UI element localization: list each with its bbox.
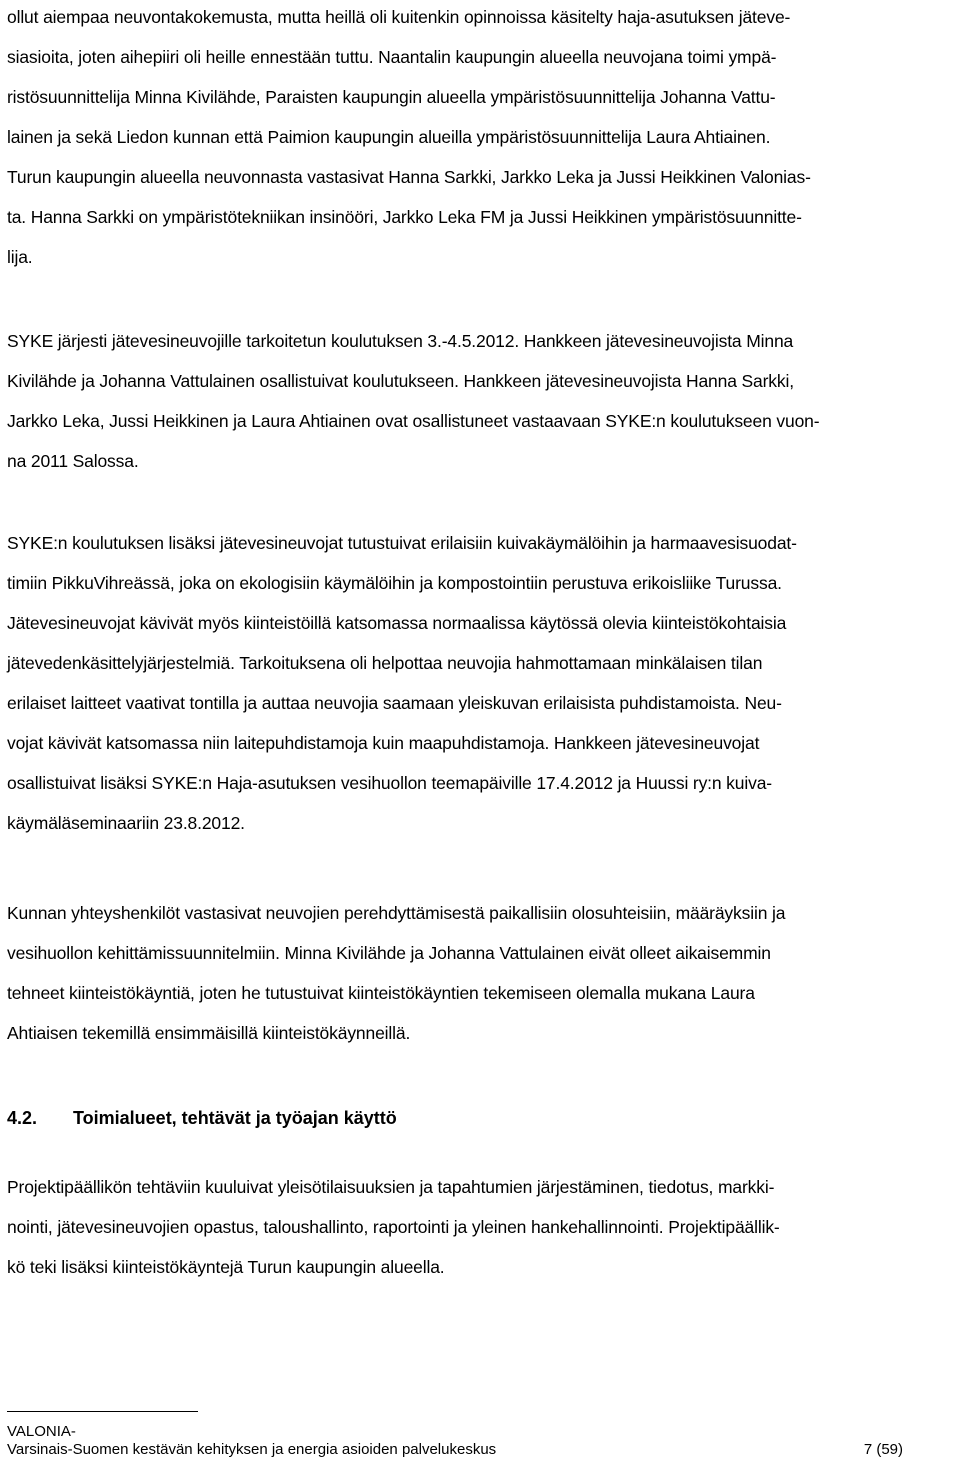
- text-line: kö teki lisäksi kiinteistökäyntejä Turun kaupungin alueella.: [7, 1257, 445, 1277]
- paragraph-1: [7, 0, 953, 277]
- footer-divider: [7, 1411, 198, 1412]
- footer-organization-description: Varsinais-Suomen kestävän kehityksen ja energia asioiden palvelukeskus: [7, 1441, 497, 1458]
- paragraph-2: [7, 321, 953, 481]
- text-line: vojat kävivät katsomassa niin laitepuhdistamoja kuin maapuhdistamoja. Hankkeen jätevesineuvojat: [7, 733, 760, 753]
- text-line: na 2011 Salossa.: [7, 451, 139, 471]
- text-line: Jarkko Leka, Jussi Heikkinen ja Laura Ahtiainen ovat osallistuneet vastaavaan SYKE:n koulutukseen vuon-: [7, 411, 820, 431]
- text-line: siasioita, joten aihepiiri oli heille ennestään tuttu. Naantalin kaupungin alueella neuvojana toimi ympä-: [7, 47, 777, 67]
- text-line: nointi, jätevesineuvojien opastus, taloushallinto, raportointi ja yleinen hankehallinnointi. Projektipäällik-: [7, 1217, 780, 1237]
- paragraph-4: [7, 893, 953, 1053]
- text-line: SYKE järjesti jätevesineuvojille tarkoitetun koulutuksen 3.-4.5.2012. Hankkeen jätevesineuvojista Minna: [7, 331, 794, 351]
- text-line: timiin PikkuVihreässä, joka on ekologisiin käymälöihin ja kompostointiin perustuva erikoisliike Turussa.: [7, 573, 782, 593]
- text-line: lainen ja sekä Liedon kunnan että Paimion kaupungin alueilla ympäristösuunnittelija Laura Ahtiainen.: [7, 127, 771, 147]
- paragraph-3: [7, 523, 953, 843]
- text-line: Projektipäällikön tehtäviin kuuluivat yleisötilaisuuksien ja tapahtumien järjestäminen, tiedotus, markki-: [7, 1177, 775, 1197]
- text-line: osallistuivat lisäksi SYKE:n Haja-asutuksen vesihuollon teemapäiville 17.4.2012 ja Huussi ry:n kuiva-: [7, 773, 772, 793]
- text-line: ta. Hanna Sarkki on ympäristötekniikan insinööri, Jarkko Leka FM ja Jussi Heikkinen ympäristösuunnitte-: [7, 207, 802, 227]
- text-line: ollut aiempaa neuvontakokemusta, mutta heillä oli kuitenkin opinnoissa käsitelty haja-asutuksen jäteve-: [7, 7, 791, 27]
- text-line: Ahtiaisen tekemillä ensimmäisillä kiinteistökäynneillä.: [7, 1023, 411, 1043]
- text-line: Kunnan yhteyshenkilöt vastasivat neuvojien perehdyttämisestä paikallisiin olosuhteisiin, määräyksiin ja: [7, 903, 786, 923]
- section-title: Toimialueet, tehtävät ja työajan käyttö: [73, 1108, 397, 1128]
- footer-organization-name: VALONIA-: [7, 1423, 76, 1440]
- text-line: vesihuollon kehittämissuunnitelmiin. Minna Kivilähde ja Johanna Vattulainen eivät olleet aikaisemmin: [7, 943, 771, 963]
- section-heading: [7, 1098, 397, 1138]
- section-number: 4.2.: [7, 1108, 38, 1128]
- page-number: 7 (59): [863, 1441, 903, 1458]
- text-line: SYKE:n koulutuksen lisäksi jätevesineuvojat tutustuivat erilaisiin kuivakäymälöihin ja harmaavesisuodat-: [7, 533, 797, 553]
- text-line: Turun kaupungin alueella neuvonnasta vastasivat Hanna Sarkki, Jarkko Leka ja Jussi Heikkinen Valonias-: [7, 167, 811, 187]
- text-line: erilaiset laitteet vaativat tontilla ja auttaa neuvojia saamaan yleiskuvan erilaisista puhdistamoista. Neu-: [7, 693, 782, 713]
- text-line: tehneet kiinteistökäyntiä, joten he tutustuivat kiinteistökäyntien tekemiseen olemalla mukana Laura: [7, 983, 755, 1003]
- text-line: jätevedenkäsittelyjärjestelmiä. Tarkoituksena oli helpottaa neuvojia hahmottamaan minkälaisen tilan: [7, 653, 763, 673]
- text-line: Kivilähde ja Johanna Vattulainen osallistuivat koulutukseen. Hankkeen jätevesineuvojista Hanna Sarkki,: [7, 371, 794, 391]
- paragraph-5: [7, 1167, 953, 1287]
- text-line: ristösuunnittelija Minna Kivilähde, Paraisten kaupungin alueella ympäristösuunnittelija Johanna Vattu-: [7, 87, 776, 107]
- text-line: käymäläseminaariin 23.8.2012.: [7, 813, 245, 833]
- text-line: lija.: [7, 247, 33, 267]
- text-line: Jätevesineuvojat kävivät myös kiinteistöillä katsomassa normaalissa käytössä olevia kiinteistökohtaisia: [7, 613, 787, 633]
